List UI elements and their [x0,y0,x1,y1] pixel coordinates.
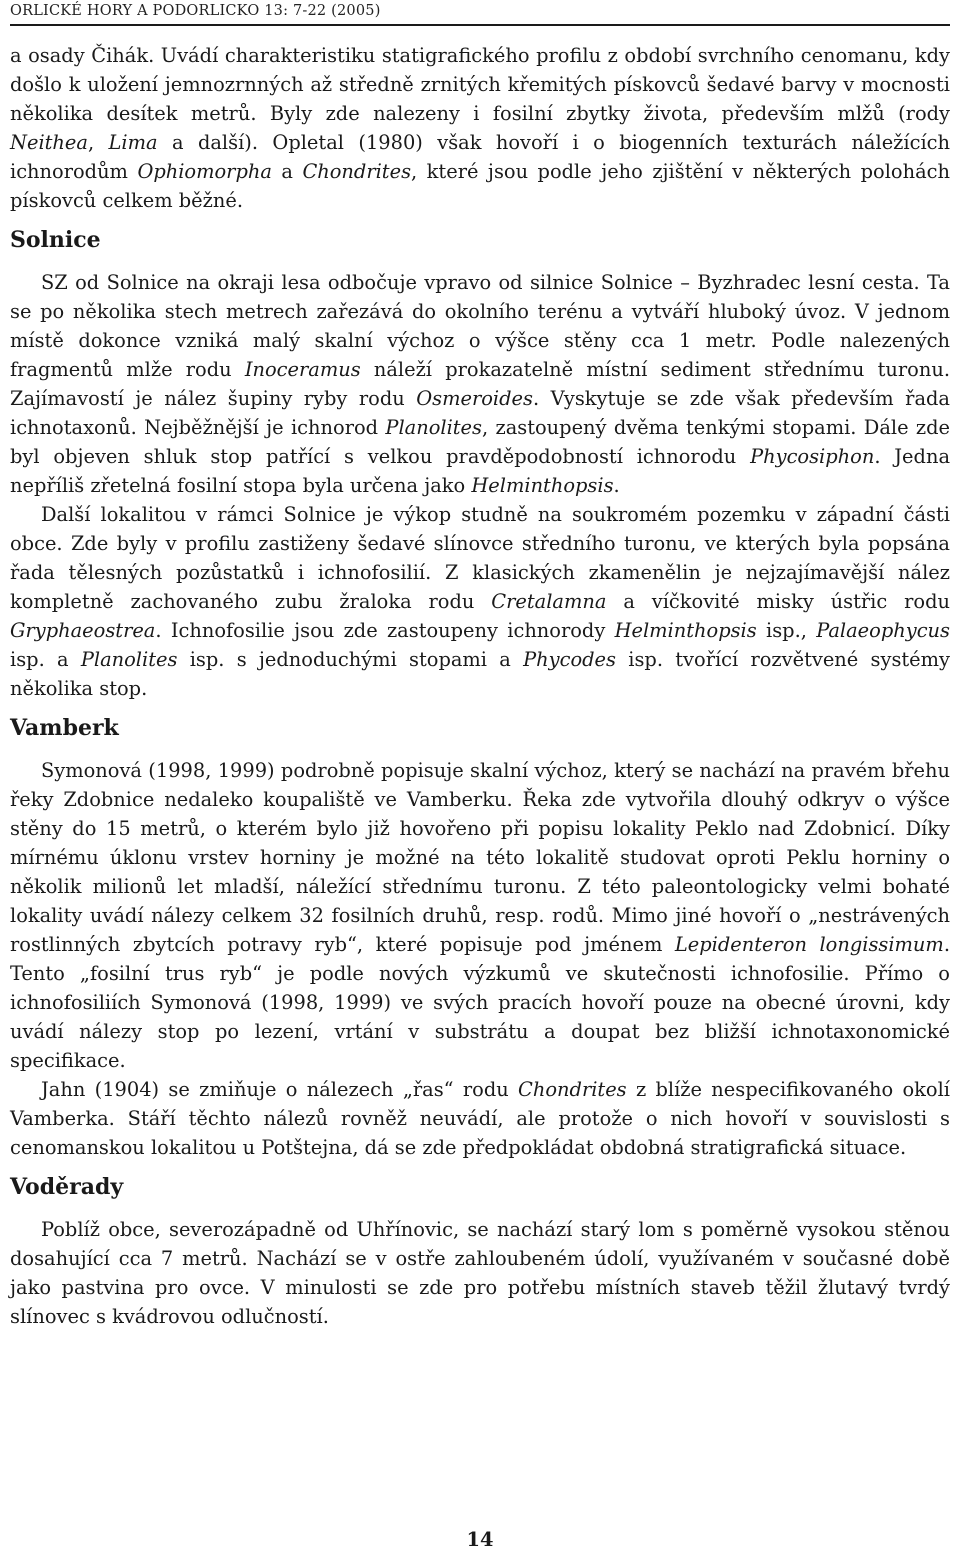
paragraph-intro: a osady Čihák. Uvádí charakteristiku statigrafického profilu z období svrchního cenomanu, kdy došlo k uložení jemnozrnných až středně zrnitých křemitých pískovců šedavé barvy v mocnosti několika desítek metrů. Byly zde nalezeny i fosilní zbytky života, především mlžů (rody Neithea, Lima a další). Opletal (1980) však hovoří i o biogenních texturách náležících ichnorodům Ophiomorpha a Chondrites, které jsou podle jeho zjištění v některých polohách pískovců celkem běžné. [10,44,950,212]
taxon-name: Helminthopsis [471,474,614,497]
taxon-name: Lima [108,131,158,154]
paragraph-solnice-1: SZ od Solnice na okraji lesa odbočuje vpravo od silnice Solnice – Byzhradec lesní cesta. Ta se po několika stech metrech zařezává do okolního terénu a vytváří hluboký úvoz. V jednom místě dokonce vzniká malý skalní výchoz o výšce stěny cca 1 metr. Podle nalezených fragmentů mlže rodu Inoceramus náleží prokazatelně místní sediment střednímu turonu. Zajímavostí je nález šupiny ryby rodu Osmeroides. Vyskytuje se zde však především řada ichnotaxonů. Nejběžnější je ichnorod Planolites, zastoupený dvěma tenkými stopami. Dále zde byl objeven shluk stop patřící s velkou pravděpodobností ichnorodu Phycosiphon. Jedna nepříliš zřetelná fosilní stopa byla určena jako Helminthopsis. [10,271,951,497]
running-head: ORLICKÉ HORY A PODORLICKO 13: 7-22 (2005) [10,3,950,26]
page-number: 14 [466,1528,494,1551]
taxon-name: Chondrites [302,160,412,183]
taxon-name: Planolites [385,416,482,439]
section-heading-vamberk: Vamberk [10,715,119,741]
taxon-name: Inoceramus [244,358,361,381]
taxon-name: Phycosiphon [750,445,875,468]
section-heading-voderady: Voděrady [10,1174,124,1200]
taxon-name: Helminthopsis [614,619,757,642]
paragraph-vamberk-1: Symonová (1998, 1999) podrobně popisuje skalní výchoz, který se nachází na pravém břehu řeky Zdobnice nedaleko koupaliště ve Vamberku. Řeka zde vytvořila dlouhý odkryv o výšce stěny do 15 metrů, o kterém bylo již hovořeno při popisu lokality Peklo nad Zdobnicí. Díky mírnému úklonu vrstev horniny je možné na této lokalitě studovat oproti Peklu horniny o několik milionů let mladší, náležící střednímu turonu. Z této paleontologicky velmi bohaté lokality uvádí nálezy celkem 32 fosilních druhů, resp. rodů. Mimo jiné hovoří o „nestrávených rostlinných zbytcích potravy ryb“, které popisuje pod jménem Lepidenteron longissimum. Tento „fosilní trus ryb“ je podle nových výzkumů ve skutečnosti ichnofosilie. Přímo o ichnofosiliích Symonová (1998, 1999) ve svých pracích hovoří pouze na obecné úrovni, kdy uvádí nálezy stop po lezení, vrtání v substrátu a doupat bez bližší ichnotaxonomické specifikace. [10,759,950,1072]
article-body [10,41,950,1331]
taxon-name: Planolites [80,648,178,671]
taxon-name: Lepidenteron longissimum [674,933,944,956]
taxon-name: Osmeroides [416,387,533,410]
taxon-name: Gryphaeostrea [10,619,156,642]
taxon-name: Phycodes [523,648,616,671]
taxon-name: Neithea [10,131,88,154]
paragraph-vamberk-2: Jahn (1904) se zmiňuje o nálezech „řas“ rodu Chondrites z blíže nespecifikovaného okolí Vamberka. Stáří těchto nálezů rovněž neuvádí, ale protože o nich hovoří v souvislosti s cenomanskou lokalitou u Potštejna, dá se zde předpokládat obdobná stratigrafická situace. [10,1078,950,1159]
paragraph-voderady: Poblíž obce, severozápadně od Uhřínovic, se nachází starý lom s poměrně vysokou stěnou dosahující cca 7 metrů. Nachází se v ostře zahloubeném údolí, využívaném v současné době jako pastvina pro ovce. V minulosti se zde pro potřebu místních staveb těžil žlutavý tvrdý slínovec s kvádrovou odlučností. [10,1218,950,1328]
taxon-name: Chondrites [518,1078,627,1101]
taxon-name: Ophiomorpha [137,160,272,183]
paragraph-solnice-2: Další lokalitou v rámci Solnice je výkop studně na soukromém pozemku v západní části obce. Zde byly v profilu zastiženy šedavé slínovce středního turonu, ve kterých byla popsána řada tělesných pozůstatků i ichnofosilií. Z klasických zkamenělin je nejzajímavější nález kompletně zachovaného zubu žraloka rodu Cretalamna a víčkovité misky ústřic rodu Gryphaeostrea. Ichnofosilie jsou zde zastoupeny ichnorody Helminthopsis isp., Palaeophycus isp. a Planolites isp. s jednoduchými stopami a Phycodes isp. tvořící rozvětvené systémy několika stop. [10,503,950,700]
taxon-name: Cretalamna [491,590,607,613]
section-heading-solnice: Solnice [10,227,101,253]
taxon-name: Palaeophycus [816,619,950,642]
